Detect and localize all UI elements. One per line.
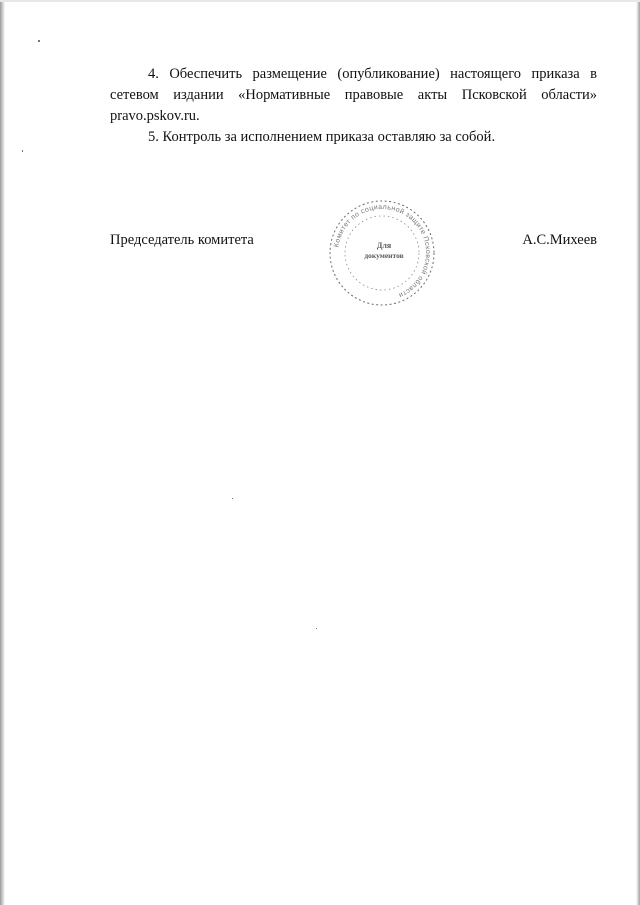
signatory-title: Председатель комитета bbox=[110, 232, 254, 248]
scan-speck bbox=[316, 628, 317, 629]
scan-speck bbox=[232, 498, 233, 499]
signatory-name: А.С.Михеев bbox=[522, 232, 597, 248]
scan-edge-top bbox=[0, 0, 640, 2]
order-text-block bbox=[110, 64, 597, 148]
official-stamp bbox=[322, 198, 442, 308]
stamp-ring-text: Комитет по социальной защите Псковской области bbox=[333, 203, 432, 299]
stamp-center-line1: Для bbox=[376, 241, 392, 250]
scan-edge-right bbox=[636, 0, 640, 905]
scan-speck bbox=[22, 150, 23, 152]
scan-edge-left bbox=[0, 0, 5, 905]
paragraph-4: 4. Обеспечить размещение (опубликование) настоящего приказа в сетевом издании «Нормативные правовые акты Псковской области» pravo.pskov.ru. bbox=[110, 66, 597, 124]
paragraph-5: 5. Контроль за исполнением приказа оставляю за собой. bbox=[148, 129, 496, 145]
stamp-center-line2: документов bbox=[364, 251, 404, 260]
stamp-seal-icon bbox=[322, 198, 442, 308]
scan-speck bbox=[38, 40, 40, 42]
